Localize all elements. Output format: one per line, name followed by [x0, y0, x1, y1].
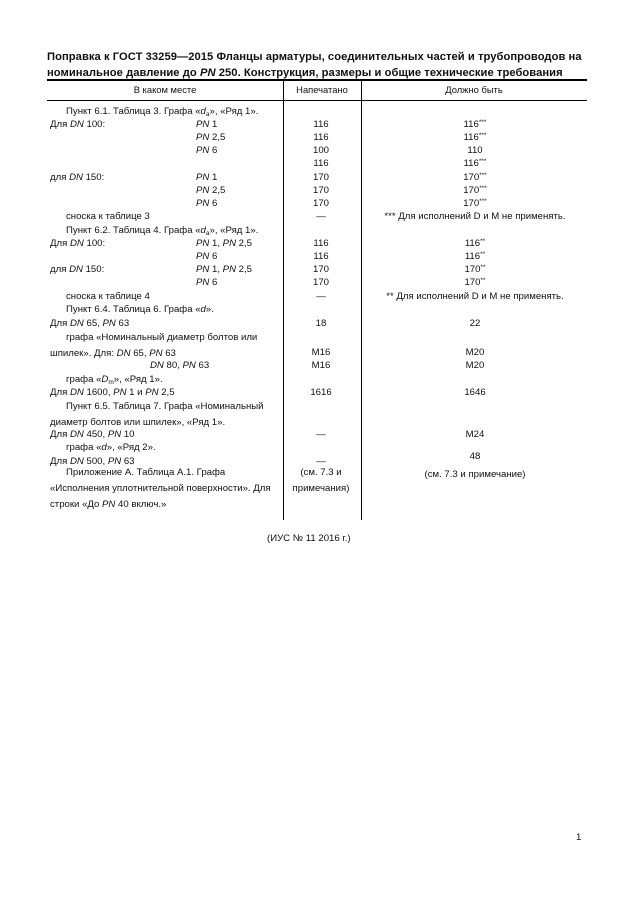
footnote-table-4: сноска к таблице 4 [66, 291, 150, 302]
printed-value: 18 [315, 318, 327, 329]
printed-value: M16 [311, 347, 331, 358]
table-row: для DN 150: PN 1 [50, 172, 218, 183]
table-row: графа «Номинальный диаметр болтов или шпилек». Для: DN 65, PN 63 [50, 332, 258, 359]
header-printed: Напечатано [296, 84, 348, 95]
correct-value: 116** [464, 251, 486, 262]
printed-value: 100 [312, 145, 329, 156]
ius-stamp: (ИУС № 11 2016 г.) [267, 533, 351, 544]
table-row: графа «d», «Ряд 2». [66, 442, 156, 453]
table-row: Для DN 500, PN 63 [50, 456, 135, 467]
printed-value: — [316, 429, 326, 440]
correct-value: 22 [469, 318, 481, 329]
correct-value: 48 [469, 451, 481, 462]
correct-value: 170** [464, 264, 486, 275]
table-row: Для DN 65, PN 63 [50, 318, 130, 329]
section-6-1: Пункт 6.1. Таблица 3. Графа «$d_a$», «Ряд 1». [66, 106, 259, 118]
section-6-2: Пункт 6.2. Таблица 4. Графа «$d_a$», «Ряд 1». [66, 225, 259, 237]
printed-value: 170 [312, 198, 329, 209]
printed-value: (см. 7.3 и примечания) [292, 467, 350, 494]
table-row: Для DN 100: PN 1, PN 2,5 [50, 238, 253, 249]
correct-value: 110 [467, 145, 483, 156]
correct-value: M20 [465, 360, 485, 371]
correct-value: M20 [465, 347, 485, 358]
printed-value: 116 [313, 132, 329, 143]
printed-value: 116 [313, 158, 329, 169]
appendix-a: Приложение А. Таблица А.1. Графа «Исполнения уплотнительной поверхности». Для строки «До PN 40 включ.» [50, 467, 271, 510]
correct-value: 170*** [463, 185, 487, 196]
correct-value: 170*** [463, 172, 487, 183]
section-6-5: Пункт 6.5. Таблица 7. Графа «Номинальный диаметр болтов или шпилек», «Ряд 1». [50, 401, 264, 428]
correct-value: ** Для исполнений D и М не применять. [386, 291, 564, 302]
printed-value: 116 [313, 119, 329, 130]
header-location: В каком месте [133, 84, 197, 95]
printed-value: 1616 [310, 387, 332, 398]
correct-value: 116*** [463, 158, 487, 169]
printed-value: 170 [312, 172, 329, 183]
page-number: 1 [576, 832, 582, 843]
correct-value: 116*** [463, 132, 487, 143]
correct-value: 170*** [463, 198, 487, 209]
table-row: Для DN 1600, PN 1 и PN 2,5 [50, 387, 175, 398]
correct-value: M24 [465, 429, 485, 440]
header-bottom-rule [47, 100, 587, 101]
correct-value: 1646 [464, 387, 486, 398]
section-6-4: Пункт 6.4. Таблица 6. Графа «d». [66, 304, 214, 315]
table-row: Для DN 450, PN 10 [50, 429, 135, 440]
table-row: для DN 150: PN 1, PN 2,5 [50, 264, 253, 275]
header-should-be: Должно быть [445, 84, 503, 95]
printed-value: 170 [312, 185, 329, 196]
printed-value: — [316, 291, 326, 302]
table-top-rule [47, 79, 587, 81]
correct-value: 116*** [463, 119, 487, 130]
printed-value: 170 [312, 264, 329, 275]
correct-value: *** Для исполнений D и М не применять. [384, 211, 566, 222]
correct-value: (см. 7.3 и примечание) [424, 469, 526, 480]
table-row: Для DN 100: PN 1 [50, 119, 218, 130]
printed-value: M16 [311, 360, 331, 371]
correct-value: 170** [464, 277, 486, 288]
printed-value: — [316, 456, 326, 467]
document-title: Поправка к ГОСТ 33259—2015 Фланцы арматуры, соединительных частей и трубопроводов на номинальное давление до PN 250. Конструкция, размеры и общие технические требования [47, 51, 582, 79]
correct-value: 116** [464, 238, 486, 249]
column-divider-2 [361, 80, 362, 520]
printed-value: 116 [313, 251, 329, 262]
printed-value: — [316, 211, 326, 222]
table-row: графа «$D_m$», «Ряд 1». [66, 374, 163, 386]
printed-value: 170 [312, 277, 329, 288]
printed-value: 116 [313, 238, 329, 249]
footnote-table-3: сноска к таблице 3 [66, 211, 150, 222]
